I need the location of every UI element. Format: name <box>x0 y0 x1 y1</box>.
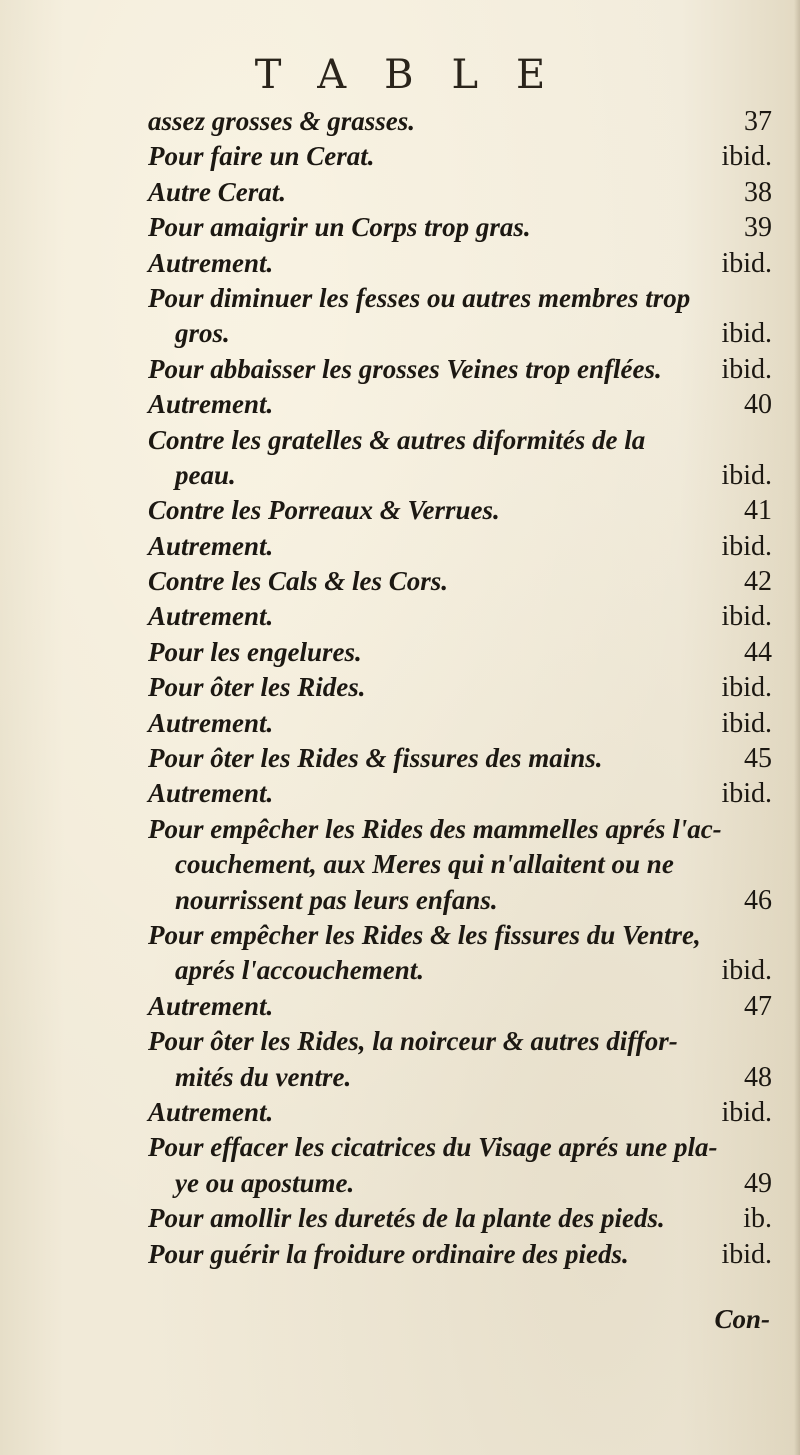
entry-text: Pour empêcher les Rides & les fissures du Ventre, <box>148 919 701 950</box>
entry-text: Pour ôter les Rides. <box>148 672 366 703</box>
entry-text: Contre les Porreaux & Verrues. <box>148 495 500 526</box>
entry-text: Autrement. <box>148 778 274 809</box>
toc-entry <box>0 493 800 528</box>
entry-page: 42 <box>744 566 772 598</box>
toc-entry <box>0 1237 800 1272</box>
entry-page: 39 <box>744 212 772 244</box>
toc-entry <box>0 1130 800 1165</box>
entry-page: 48 <box>744 1061 772 1093</box>
toc-entry <box>0 529 800 564</box>
entry-page: ibid. <box>721 247 772 279</box>
entry-page: ibid. <box>721 601 772 633</box>
toc-entry <box>0 175 800 210</box>
entry-text: Pour ôter les Rides & fissures des mains. <box>148 743 603 774</box>
catchword: Con- <box>714 1304 770 1334</box>
entry-text: Autrement. <box>148 1096 274 1127</box>
toc-entry <box>0 423 800 458</box>
entry-page: ibid. <box>721 530 772 562</box>
toc-entry <box>0 741 800 776</box>
entry-text: Pour effacer les cicatrices du Visage aprés une pla- <box>148 1132 718 1163</box>
entry-text: aprés l'accouchement. <box>175 955 424 986</box>
entry-text: ye ou apostume. <box>175 1167 355 1198</box>
toc-entry-continuation <box>0 458 800 493</box>
toc-entry <box>0 989 800 1024</box>
entry-text: Pour guérir la froidure ordinaire des pieds. <box>148 1238 629 1269</box>
entry-text: Pour diminuer les fesses ou autres membres trop <box>148 282 691 313</box>
toc-entry <box>0 104 800 139</box>
entry-text: Autrement. <box>148 530 274 561</box>
entry-text: nourrissent pas leurs enfans. <box>175 884 498 915</box>
entry-text: Pour abbaisser les grosses Veines trop enflées. <box>148 353 662 384</box>
toc-entry-continuation <box>0 316 800 351</box>
entry-page: ibid. <box>721 1096 772 1128</box>
entry-text: peau. <box>175 459 236 490</box>
toc-entry <box>0 210 800 245</box>
entry-text: Autrement. <box>148 707 274 738</box>
toc-entry <box>0 635 800 670</box>
entry-text: Autre Cerat. <box>148 176 287 207</box>
page-edge-shadow <box>794 0 800 1455</box>
toc-entry-continuation <box>0 883 800 918</box>
entry-text: Autrement. <box>148 389 274 420</box>
entry-text: Contre les gratelles & autres diformités de la <box>148 424 646 455</box>
toc-entry <box>0 246 800 281</box>
toc-entry-continuation <box>0 847 800 882</box>
entry-text: Contre les Cals & les Cors. <box>148 566 449 597</box>
entry-text: assez grosses & grasses. <box>148 106 416 136</box>
entry-page: 46 <box>744 884 772 916</box>
entry-text: Pour ôter les Rides, la noirceur & autres diffor- <box>148 1026 678 1057</box>
toc-entry <box>0 1024 800 1059</box>
entry-page: ibid. <box>721 459 772 491</box>
entry-text: Autrement. <box>148 247 274 278</box>
entry-page: 47 <box>744 990 772 1022</box>
toc-entry <box>0 706 800 741</box>
toc-entry <box>0 1201 800 1236</box>
entry-text: mités du ventre. <box>175 1061 352 1092</box>
entry-page: ibid. <box>721 778 772 810</box>
entry-page: 40 <box>744 389 772 421</box>
table-of-contents <box>0 104 800 1272</box>
page-heading: TABLE <box>254 52 584 98</box>
entry-text: Autrement. <box>148 990 274 1021</box>
entry-page: 49 <box>744 1167 772 1199</box>
entry-page: ibid. <box>721 318 772 350</box>
entry-page: 45 <box>744 743 772 775</box>
entry-text: gros. <box>175 318 230 349</box>
toc-entry <box>0 670 800 705</box>
entry-text: Pour empêcher les Rides des mammelles aprés l'ac- <box>148 813 722 844</box>
entry-text: Autrement. <box>148 601 274 632</box>
toc-entry <box>0 1095 800 1130</box>
toc-entry <box>0 812 800 847</box>
toc-entry-continuation <box>0 1166 800 1201</box>
toc-entry <box>0 599 800 634</box>
entry-page: 44 <box>744 636 772 668</box>
entry-page: 41 <box>744 495 772 527</box>
toc-entry <box>0 281 800 316</box>
entry-page: ib. <box>743 1203 772 1235</box>
entry-page: ibid. <box>721 141 772 173</box>
toc-entry <box>0 776 800 811</box>
toc-entry <box>0 387 800 422</box>
entry-text: Pour amollir les duretés de la plante des pieds. <box>148 1203 665 1234</box>
entry-text: Pour les engelures. <box>148 636 362 667</box>
entry-text: couchement, aux Meres qui n'allaitent ou ne <box>175 849 674 880</box>
entry-page: ibid. <box>721 1238 772 1270</box>
entry-text: Pour faire un Cerat. <box>148 141 375 172</box>
toc-entry <box>0 564 800 599</box>
entry-page: ibid. <box>721 707 772 739</box>
toc-entry <box>0 918 800 953</box>
toc-entry <box>0 139 800 174</box>
entry-text: Pour amaigrir un Corps trop gras. <box>148 212 531 243</box>
toc-entry-continuation <box>0 1060 800 1095</box>
entry-page: ibid. <box>721 955 772 987</box>
entry-page: 37 <box>744 106 772 137</box>
entry-page: 38 <box>744 176 772 208</box>
entry-page: ibid. <box>721 672 772 704</box>
entry-page: ibid. <box>721 353 772 385</box>
toc-entry-continuation <box>0 953 800 988</box>
toc-entry <box>0 352 800 387</box>
